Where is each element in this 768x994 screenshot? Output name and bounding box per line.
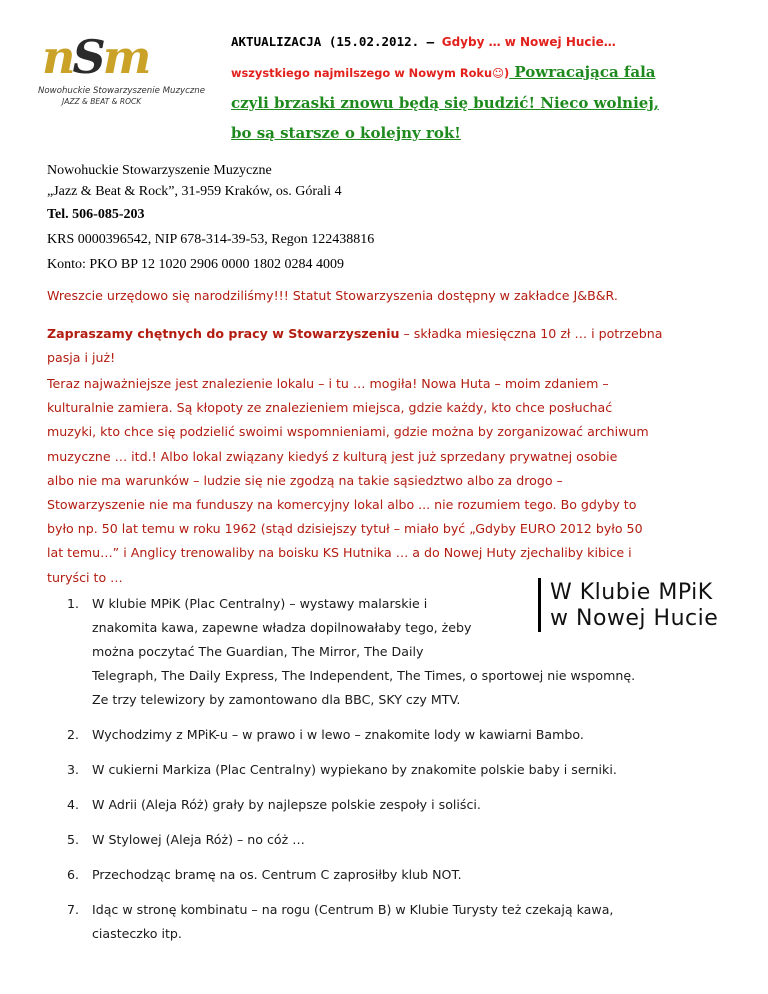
statute-text: Wreszcie urzędowo się narodziliśmy!!! Statut Stowarzyszenia dostępny w zakładce J&B&R. bbox=[47, 288, 618, 303]
list-item-line: ciasteczko itp. bbox=[92, 926, 182, 941]
list-number: 2. bbox=[67, 727, 80, 742]
org-name: Nowohuckie Stowarzyszenie Muzyczne bbox=[47, 163, 272, 178]
list-number: 6. bbox=[67, 867, 80, 882]
invite-rest: – składka miesięczna 10 zł … i potrzebna bbox=[399, 326, 663, 341]
invite-paragraph bbox=[47, 322, 727, 370]
list-number: 5. bbox=[67, 832, 80, 847]
main-paragraph-line: muzyki, kto chce się podzielić swoimi wspomnieniami, gdzie można by zorganizować archiwum bbox=[47, 424, 649, 440]
list-item-line: Ze trzy telewizory by zamontowano dla BBC, SKY czy MTV. bbox=[92, 692, 461, 707]
update-header-line-2 bbox=[231, 63, 656, 82]
main-paragraph-line: było np. 50 lat temu w roku 1962 (stąd dzisiejszy tytuł – miało być „Gdyby EURO 2012 było 50 bbox=[47, 521, 643, 537]
main-paragraph bbox=[47, 372, 727, 590]
headline-part-1: Powracająca fala bbox=[509, 63, 656, 81]
mpik-caption-1: W Klubie MPiK bbox=[550, 580, 713, 605]
main-paragraph-line: lat temu…” i Anglicy trenowaliby na boisku KS Hutnika … a do Nowej Huty zjechaliby kibice i bbox=[47, 545, 632, 561]
list-number: 7. bbox=[67, 902, 80, 917]
headline-part-2: czyli brzaski znowu będą się budzić! Nieco wolniej, bbox=[231, 94, 659, 112]
headline-part-3: bo są starsze o kolejny rok! bbox=[231, 124, 461, 142]
org-phone: Tel. 506-085-203 bbox=[47, 207, 145, 222]
new-year-wishes: wszystkiego najmilszego w Nowym Roku☺) bbox=[231, 66, 510, 80]
invite-bold: Zapraszamy chętnych do pracy w Stowarzyszeniu bbox=[47, 326, 400, 341]
list-item-line: W Stylowej (Aleja Róż) – no cóż … bbox=[92, 832, 305, 847]
update-title: Gdyby … w Nowej Hucie… bbox=[441, 35, 616, 49]
image-divider bbox=[538, 578, 541, 632]
list-item-line: można poczytać The Guardian, The Mirror, The Daily bbox=[92, 644, 424, 659]
list-item-line: W klubie MPiK (Plac Centralny) – wystawy malarskie i bbox=[92, 596, 428, 611]
org-registry: KRS 0000396542, NIP 678-314-39-53, Regon 122438816 bbox=[47, 232, 375, 247]
list-number: 1. bbox=[67, 596, 80, 611]
update-label: AKTUALIZACJA (15.02.2012. – bbox=[231, 34, 442, 49]
list-item-line: Wychodzimy z MPiK-u – w prawo i w lewo – znakomite lody w kawiarni Bambo. bbox=[92, 727, 584, 742]
logo-caption-1: Nowohuckie Stowarzyszenie Muzyczne bbox=[38, 86, 206, 96]
invite-line-1 bbox=[47, 322, 727, 346]
list-number: 4. bbox=[67, 797, 80, 812]
logo-mark: nSm bbox=[42, 30, 149, 84]
main-paragraph-line: Stowarzyszenie nie ma funduszy na komercyjny lokal albo ... nie rozumiem tego. Bo gdyby to bbox=[47, 497, 637, 513]
association-logo bbox=[38, 30, 206, 108]
update-header-line-3 bbox=[231, 94, 659, 113]
main-paragraph-line: muzyczne … itd.! Albo lokal związany kiedyś z kulturą jest już sprzedany prywatnej osobie bbox=[47, 448, 618, 464]
update-header-line-4 bbox=[231, 124, 461, 143]
main-paragraph-line: Teraz najważniejsze jest znalezienie lokalu – i tu … mogiła! Nowa Huta – moim zdaniem – bbox=[47, 376, 609, 391]
list-item-line: W cukierni Markiza (Plac Centralny) wypiekano by znakomite polskie baby i serniki. bbox=[92, 762, 617, 777]
list-number: 3. bbox=[67, 762, 80, 777]
list-item-line: Przechodząc bramę na os. Centrum C zaprosiłby klub NOT. bbox=[92, 867, 462, 882]
mpik-caption-2: w Nowej Hucie bbox=[550, 606, 719, 631]
main-paragraph-line: turyści to … bbox=[47, 569, 123, 585]
list-item-line: W Adrii (Aleja Róż) grały by najlepsze polskie zespoły i soliści. bbox=[92, 797, 481, 812]
list-item-line: znakomita kawa, zapewne władza dopilnowałaby tego, żeby bbox=[92, 620, 472, 635]
list-item-line: Idąc w stronę kombinatu – na rogu (Centrum B) w Klubie Turysty też czekają kawa, bbox=[92, 902, 614, 917]
list-item-line: Telegraph, The Daily Express, The Independent, The Times, o sportowej nie wspomnę. bbox=[92, 668, 636, 683]
statute-paragraph bbox=[47, 284, 727, 308]
org-bank-account: Konto: PKO BP 12 1020 2906 0000 1802 0284 4009 bbox=[47, 257, 345, 272]
main-paragraph-line: albo nie ma warunków – ludzie się nie zgodzą na takie sąsiedztwo albo za drogo – bbox=[47, 472, 563, 488]
org-address: „Jazz & Beat & Rock”, 31-959 Kraków, os. Górali 4 bbox=[47, 184, 342, 199]
mpik-club-image bbox=[538, 574, 728, 636]
update-header-line-1 bbox=[231, 34, 616, 49]
logo-caption-2: JAZZ & BEAT & ROCK bbox=[62, 97, 142, 106]
main-paragraph-line: kulturalnie zamiera. Są kłopoty ze znalezieniem miejsca, gdzie każdy, kto chce posłuchać bbox=[47, 400, 613, 416]
invite-line-2: pasja i już! bbox=[47, 350, 116, 366]
